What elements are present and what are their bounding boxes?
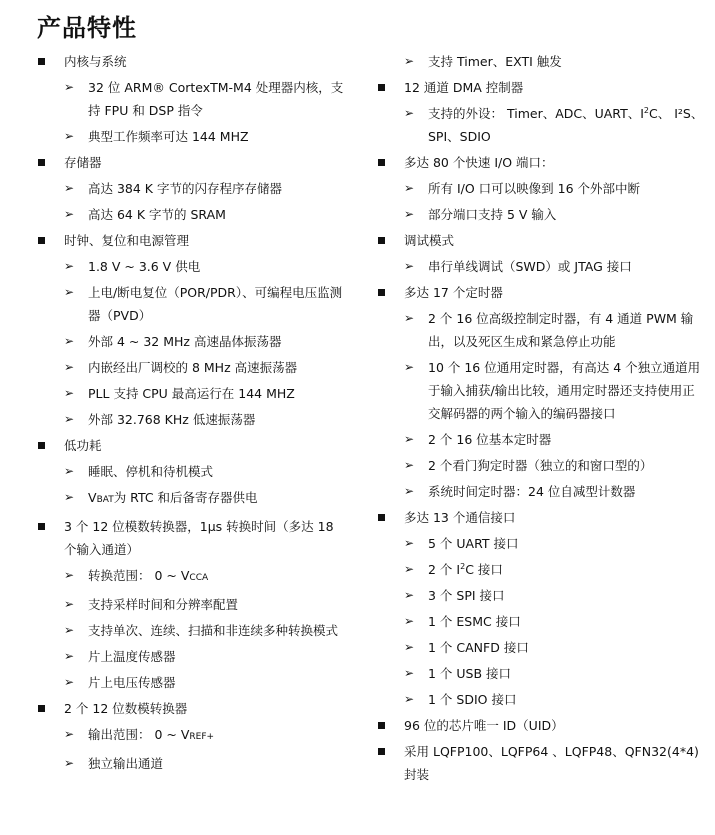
feature-text: 10 个 16 位通用定时器，有高达 4 个独立通道用于输入捕获/输出比较，通用定时器还支持使用正交解码器的两个输入的编码器接口	[428, 360, 701, 421]
feature-text: 支持采样时间和分辨率配置	[88, 597, 239, 612]
square-bullet-icon	[378, 84, 385, 91]
arrow-right-icon: ➢	[64, 623, 75, 637]
superscript-text: 2	[460, 561, 466, 571]
feature-item	[370, 714, 705, 737]
feature-text: 1.8 V ~ 3.6 V 供电	[88, 259, 201, 274]
feature-text: 多达 17 个定时器	[404, 285, 503, 300]
feature-subitem	[30, 564, 350, 590]
arrow-right-icon: ➢	[64, 80, 75, 94]
arrow-right-icon: ➢	[404, 484, 415, 498]
feature-subitem	[30, 76, 350, 122]
square-bullet-icon	[378, 748, 385, 755]
feature-text: 支持单次、连续、扫描和非连续多种转换模式	[88, 623, 339, 638]
feature-subitem	[30, 255, 350, 278]
feature-item	[370, 151, 705, 174]
square-bullet-icon	[378, 722, 385, 729]
square-bullet-icon	[378, 514, 385, 521]
feature-item	[370, 76, 705, 99]
feature-text: 32 位 ARM® CortexTM-M4 处理器内核，支持 FPU 和 DSP 指令	[88, 80, 344, 118]
feature-text: 串行单线调试（SWD）或 JTAG 接口	[428, 259, 632, 274]
feature-subitem	[30, 281, 350, 327]
feature-subitem	[30, 486, 350, 512]
feature-text: 3 个 12 位模数转换器，1μs 转换时间（多达 18 个输入通道）	[64, 519, 334, 557]
feature-text: 内核与系统	[64, 54, 127, 69]
feature-text: 独立输出通道	[88, 756, 164, 771]
feature-text: 2 个 16 位高级控制定时器，有 4 通道 PWM 输出，以及死区生成和紧急停止功能	[428, 311, 694, 349]
feature-subitem	[370, 662, 705, 685]
feature-item	[30, 151, 350, 174]
feature-text: 2 个 16 位基本定时器	[428, 432, 552, 447]
arrow-right-icon: ➢	[404, 614, 415, 628]
feature-text: C、 I²S、SPI、SDIO	[428, 106, 704, 144]
feature-subitem	[370, 584, 705, 607]
feature-text: 为 RTC 和后备寄存器供电	[113, 490, 258, 505]
feature-subitem	[30, 125, 350, 148]
feature-text: 2 个 I	[428, 562, 461, 577]
feature-text: 转换范围： 0 ~ V	[88, 568, 190, 583]
arrow-right-icon: ➢	[404, 181, 415, 195]
square-bullet-icon	[38, 523, 45, 530]
feature-subitem	[30, 671, 350, 694]
square-bullet-icon	[38, 237, 45, 244]
subscript-text: CCA	[189, 573, 209, 583]
feature-subitem	[370, 356, 705, 425]
feature-subitem	[30, 356, 350, 379]
arrow-right-icon: ➢	[404, 588, 415, 602]
arrow-right-icon: ➢	[64, 207, 75, 221]
feature-text: 多达 80 个快速 I/O 端口：	[404, 155, 554, 170]
feature-text: 1 个 ESMC 接口	[428, 614, 521, 629]
feature-text: 调试模式	[404, 233, 455, 248]
arrow-right-icon: ➢	[404, 562, 415, 576]
arrow-right-icon: ➢	[64, 568, 75, 582]
arrow-right-icon: ➢	[64, 334, 75, 348]
arrow-right-icon: ➢	[64, 597, 75, 611]
feature-subitem	[370, 102, 705, 148]
arrow-right-icon: ➢	[64, 727, 75, 741]
arrow-right-icon: ➢	[64, 285, 75, 299]
superscript-text: 2	[643, 105, 649, 115]
feature-subitem	[30, 619, 350, 642]
feature-text: 高达 64 K 字节的 SRAM	[88, 207, 226, 222]
arrow-right-icon: ➢	[404, 692, 415, 706]
feature-subitem	[30, 177, 350, 200]
feature-subitem	[370, 203, 705, 226]
feature-text: C 接口	[465, 562, 503, 577]
arrow-right-icon: ➢	[64, 259, 75, 273]
page-title: 产品特性	[37, 14, 137, 42]
feature-text: 片上电压传感器	[88, 675, 176, 690]
feature-text: 部分端口支持 5 V 输入	[428, 207, 557, 222]
arrow-right-icon: ➢	[404, 536, 415, 550]
feature-text: 片上温度传感器	[88, 649, 176, 664]
feature-text: 外部 32.768 KHz 低速振荡器	[88, 412, 256, 427]
feature-subitem	[370, 558, 705, 581]
feature-subitem	[370, 307, 705, 353]
feature-subitem	[30, 203, 350, 226]
feature-subitem	[370, 480, 705, 503]
feature-subitem	[370, 454, 705, 477]
arrow-right-icon: ➢	[64, 490, 75, 504]
arrow-right-icon: ➢	[64, 675, 75, 689]
feature-text: 内嵌经出厂调校的 8 MHz 高速振荡器	[88, 360, 298, 375]
feature-text: 上电/断电复位（POR/PDR）、可编程电压监测器（PVD）	[88, 285, 343, 323]
feature-item	[30, 697, 350, 720]
feature-subitem	[30, 645, 350, 668]
feature-text: 3 个 SPI 接口	[428, 588, 505, 603]
feature-text: 时钟、复位和电源管理	[64, 233, 190, 248]
feature-text: 低功耗	[64, 438, 102, 453]
feature-subitem	[370, 636, 705, 659]
feature-text: PLL 支持 CPU 最高运行在 144 MHZ	[88, 386, 295, 401]
arrow-right-icon: ➢	[64, 412, 75, 426]
feature-item	[370, 281, 705, 304]
feature-text: 1 个 USB 接口	[428, 666, 512, 681]
feature-subitem	[370, 532, 705, 555]
square-bullet-icon	[378, 237, 385, 244]
arrow-right-icon: ➢	[64, 649, 75, 663]
square-bullet-icon	[378, 289, 385, 296]
feature-text: 系统时间定时器：24 位自减型计数器	[428, 484, 636, 499]
feature-text: 2 个看门狗定时器（独立的和窗口型的）	[428, 458, 653, 473]
feature-text: 支持 Timer、EXTI 触发	[428, 54, 562, 69]
feature-text: 1 个 SDIO 接口	[428, 692, 517, 707]
arrow-right-icon: ➢	[404, 360, 415, 374]
feature-text: 5 个 UART 接口	[428, 536, 519, 551]
features-right-column	[370, 50, 705, 789]
feature-text: 输出范围： 0 ~ V	[88, 727, 190, 742]
feature-item	[370, 740, 705, 786]
feature-subitem	[370, 50, 705, 73]
feature-text: 96 位的芯片唯一 ID（UID）	[404, 718, 564, 733]
feature-text: 采用 LQFP100、LQFP64 、LQFP48、QFN32(4*4)封装	[404, 744, 699, 782]
feature-subitem	[370, 688, 705, 711]
feature-text: 睡眠、停机和待机模式	[88, 464, 214, 479]
feature-text: 支持的外设： Timer、ADC、UART、I	[428, 106, 644, 121]
feature-item	[30, 515, 350, 561]
feature-text: V	[88, 490, 97, 505]
subscript-text: REF+	[189, 732, 215, 742]
feature-subitem	[370, 177, 705, 200]
feature-text: 2 个 12 位数模转换器	[64, 701, 188, 716]
feature-subitem	[30, 593, 350, 616]
feature-subitem	[30, 330, 350, 353]
feature-subitem	[30, 382, 350, 405]
feature-text: 外部 4 ~ 32 MHz 高速晶体振荡器	[88, 334, 282, 349]
arrow-right-icon: ➢	[404, 458, 415, 472]
arrow-right-icon: ➢	[404, 432, 415, 446]
feature-text: 1 个 CANFD 接口	[428, 640, 529, 655]
square-bullet-icon	[38, 58, 45, 65]
square-bullet-icon	[38, 442, 45, 449]
arrow-right-icon: ➢	[64, 181, 75, 195]
arrow-right-icon: ➢	[64, 129, 75, 143]
square-bullet-icon	[38, 705, 45, 712]
arrow-right-icon: ➢	[404, 666, 415, 680]
arrow-right-icon: ➢	[404, 259, 415, 273]
arrow-right-icon: ➢	[404, 311, 415, 325]
square-bullet-icon	[378, 159, 385, 166]
feature-text: 高达 384 K 字节的闪存程序存储器	[88, 181, 282, 196]
subscript-text: BAT	[96, 495, 114, 505]
feature-text: 12 通道 DMA 控制器	[404, 80, 524, 95]
feature-subitem	[30, 408, 350, 431]
feature-item	[30, 50, 350, 73]
arrow-right-icon: ➢	[404, 54, 415, 68]
arrow-right-icon: ➢	[64, 386, 75, 400]
feature-text: 典型工作频率可达 144 MHZ	[88, 129, 249, 144]
feature-subitem	[370, 255, 705, 278]
feature-subitem	[370, 428, 705, 451]
feature-text: 多达 13 个通信接口	[404, 510, 516, 525]
feature-subitem	[30, 752, 350, 775]
feature-subitem	[370, 610, 705, 633]
arrow-right-icon: ➢	[64, 464, 75, 478]
arrow-right-icon: ➢	[404, 106, 415, 120]
arrow-right-icon: ➢	[64, 756, 75, 770]
feature-text: 存储器	[64, 155, 102, 170]
feature-text: 所有 I/O 口可以映像到 16 个外部中断	[428, 181, 641, 196]
feature-item	[370, 506, 705, 529]
arrow-right-icon: ➢	[64, 360, 75, 374]
arrow-right-icon: ➢	[404, 207, 415, 221]
feature-item	[30, 434, 350, 457]
feature-item	[370, 229, 705, 252]
features-left-column	[30, 50, 350, 778]
square-bullet-icon	[38, 159, 45, 166]
arrow-right-icon: ➢	[404, 640, 415, 654]
feature-subitem	[30, 723, 350, 749]
feature-subitem	[30, 460, 350, 483]
feature-item	[30, 229, 350, 252]
